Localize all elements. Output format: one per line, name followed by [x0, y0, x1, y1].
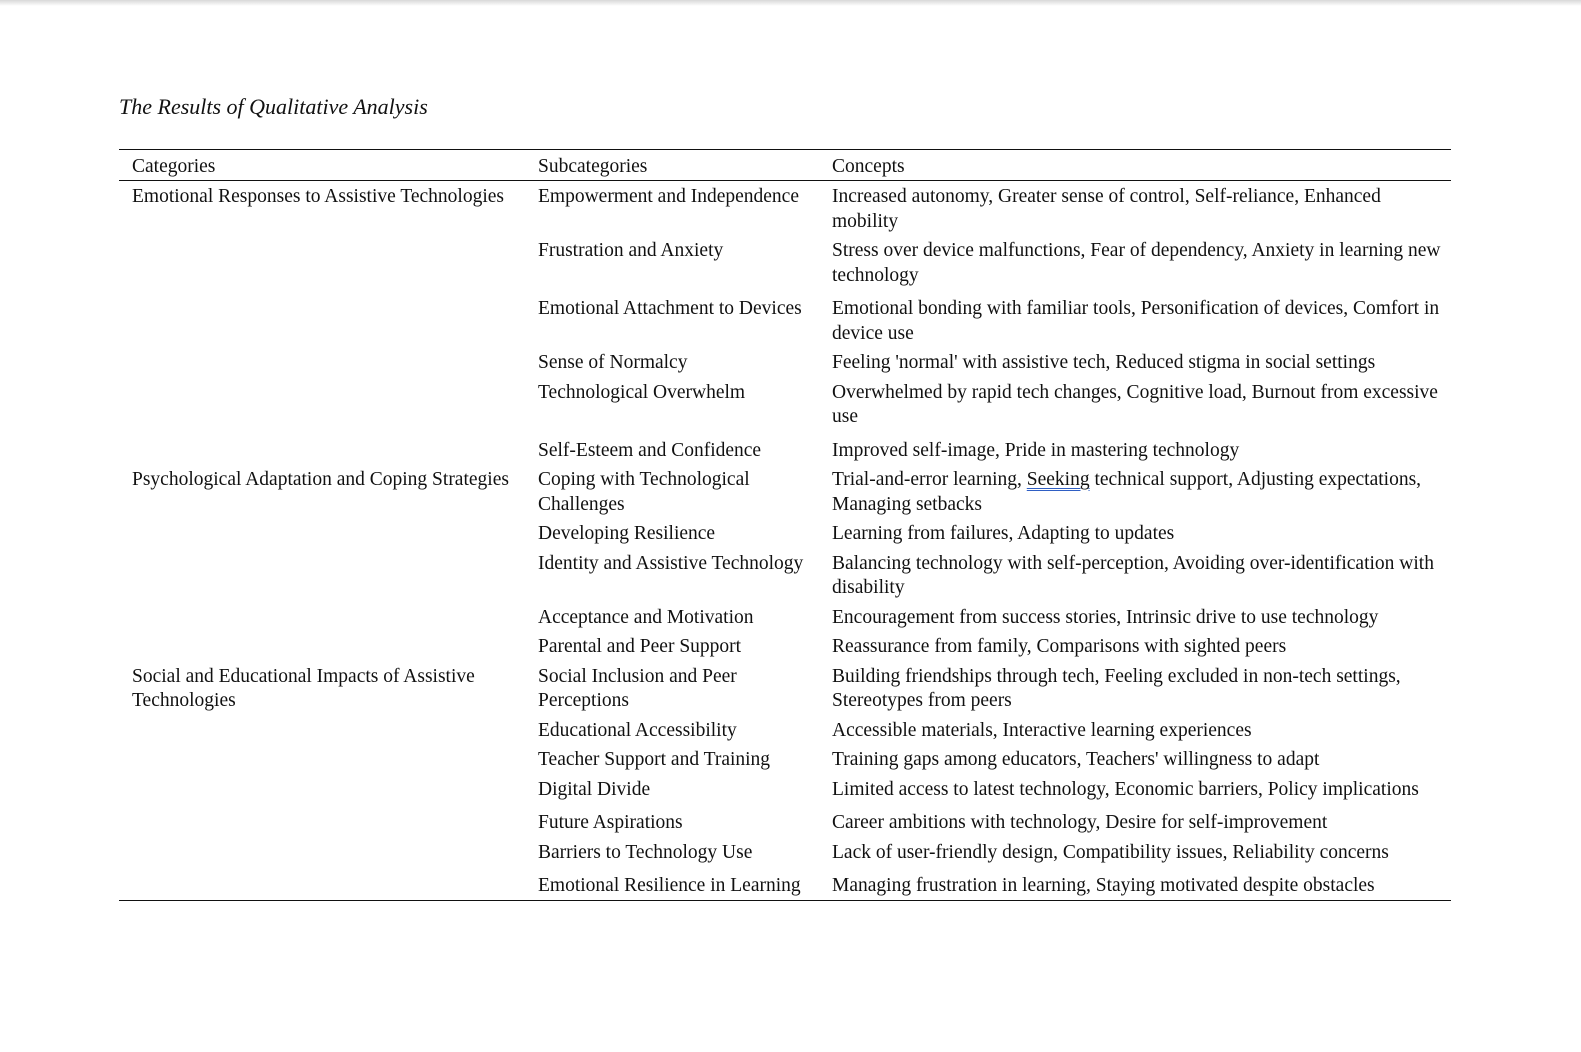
- category-cell[interactable]: [119, 774, 525, 808]
- concepts-cell[interactable]: Encouragement from success stories, Intrinsic drive to use technology: [832, 606, 1379, 628]
- category-cell[interactable]: [119, 837, 525, 871]
- table-row: [119, 602, 1451, 632]
- concepts-cell[interactable]: Improved self-image, Pride in mastering technology: [832, 439, 1240, 461]
- category-cell[interactable]: [119, 744, 525, 774]
- table-row: [119, 548, 1451, 602]
- category-cell[interactable]: [119, 435, 525, 465]
- table-row: [119, 293, 1451, 347]
- subcategory-cell[interactable]: Future Aspirations: [538, 812, 683, 833]
- table-row: [119, 235, 1451, 293]
- table-row: [119, 435, 1451, 465]
- table-row: [119, 518, 1451, 548]
- concepts-cell[interactable]: Increased autonomy, Greater sense of control, Self-reliance, Enhanced mobility: [832, 186, 1381, 232]
- subcategory-cell[interactable]: Developing Resilience: [538, 523, 716, 544]
- header-concepts: Concepts: [832, 156, 905, 177]
- table-row: [119, 631, 1451, 661]
- table-row: [119, 181, 1451, 236]
- subcategory-cell[interactable]: Acceptance and Motivation: [538, 606, 754, 628]
- table-row: [119, 744, 1451, 774]
- table-row: [119, 870, 1451, 900]
- subcategory-cell[interactable]: Digital Divide: [538, 778, 651, 800]
- category-cell[interactable]: [119, 518, 525, 548]
- concepts-cell[interactable]: Career ambitions with technology, Desire for self-improvement: [832, 812, 1328, 833]
- concepts-cell[interactable]: Limited access to latest technology, Economic barriers, Policy implications: [832, 778, 1419, 800]
- header-subcategories: Subcategories: [538, 156, 648, 177]
- subcategory-cell[interactable]: Sense of Normalcy: [538, 352, 688, 373]
- concepts-cell[interactable]: Training gaps among educators, Teachers' willingness to adapt: [832, 749, 1320, 770]
- category-cell[interactable]: [119, 631, 525, 661]
- category-cell[interactable]: [119, 870, 525, 900]
- header-categories: Categories: [132, 156, 216, 177]
- table-header-row: [119, 150, 1451, 181]
- subcategory-cell[interactable]: Coping with Technological Challenges: [538, 469, 750, 515]
- category-cell[interactable]: [119, 715, 525, 745]
- table-row: [119, 837, 1451, 871]
- category-cell[interactable]: Social and Educational Impacts of Assistive Technologies: [132, 665, 475, 711]
- category-cell[interactable]: [119, 347, 525, 377]
- subcategory-cell[interactable]: Educational Accessibility: [538, 719, 737, 741]
- subcategory-cell[interactable]: Social Inclusion and Peer Perceptions: [538, 665, 737, 711]
- concepts-text: technical support, Adjusting expectations, Managing setbacks: [832, 469, 1422, 515]
- concepts-cell[interactable]: Overwhelmed by rapid tech changes, Cognitive load, Burnout from excessive use: [832, 381, 1438, 427]
- category-cell[interactable]: [119, 377, 525, 435]
- subcategory-cell[interactable]: Technological Overwhelm: [538, 381, 746, 403]
- qualitative-analysis-table: [119, 149, 1451, 901]
- subcategory-cell[interactable]: Barriers to Technology Use: [538, 841, 753, 863]
- concepts-cell[interactable]: Stress over device malfunctions, Fear of dependency, Anxiety in learning new technology: [832, 240, 1441, 286]
- concepts-text: Trial-and-error learning,: [832, 469, 1027, 490]
- table-row: [119, 661, 1451, 715]
- table-row: [119, 774, 1451, 808]
- concepts-cell[interactable]: Managing frustration in learning, Staying motivated despite obstacles: [832, 875, 1375, 896]
- concepts-cell[interactable]: [819, 464, 1451, 518]
- concepts-cell[interactable]: Feeling 'normal' with assistive tech, Reduced stigma in social settings: [832, 352, 1376, 373]
- subcategory-cell[interactable]: Teacher Support and Training: [538, 749, 771, 770]
- table-row: [119, 377, 1451, 435]
- table-row: [119, 715, 1451, 745]
- subcategory-cell[interactable]: Identity and Assistive Technology: [538, 552, 804, 574]
- category-cell[interactable]: [119, 293, 525, 347]
- concepts-cell[interactable]: Emotional bonding with familiar tools, Personification of devices, Comfort in device use: [832, 298, 1440, 344]
- subcategory-cell[interactable]: Emotional Resilience in Learning: [538, 875, 801, 896]
- subcategory-cell[interactable]: Empowerment and Independence: [538, 186, 799, 207]
- table-row: [119, 347, 1451, 377]
- category-cell[interactable]: Psychological Adaptation and Coping Strategies: [132, 469, 509, 490]
- spellcheck-flagged-word[interactable]: Seeking: [1026, 469, 1090, 490]
- qualitative-analysis-table-container: [119, 149, 1451, 901]
- category-cell[interactable]: Emotional Responses to Assistive Technologies: [132, 186, 505, 207]
- window-top-edge: [0, 0, 1581, 6]
- subcategory-cell[interactable]: Emotional Attachment to Devices: [538, 298, 802, 319]
- category-cell[interactable]: [119, 807, 525, 837]
- concepts-cell[interactable]: Balancing technology with self-perception, Avoiding over-identification with disability: [832, 552, 1434, 598]
- concepts-cell[interactable]: Lack of user-friendly design, Compatibility issues, Reliability concerns: [832, 841, 1389, 863]
- concepts-cell[interactable]: Learning from failures, Adapting to updates: [832, 523, 1175, 544]
- table-row: [119, 807, 1451, 837]
- concepts-cell[interactable]: Reassurance from family, Comparisons with sighted peers: [832, 636, 1287, 657]
- table-row: [119, 464, 1451, 518]
- subcategory-cell[interactable]: Parental and Peer Support: [538, 636, 742, 657]
- category-cell[interactable]: [119, 548, 525, 602]
- category-cell[interactable]: [119, 602, 525, 632]
- concepts-cell[interactable]: Accessible materials, Interactive learning experiences: [832, 719, 1252, 741]
- category-cell[interactable]: [119, 235, 525, 293]
- subcategory-cell[interactable]: Frustration and Anxiety: [538, 240, 724, 261]
- concepts-cell[interactable]: Building friendships through tech, Feeling excluded in non-tech settings, Stereotypes from peers: [832, 665, 1401, 711]
- table-title: The Results of Qualitative Analysis: [119, 94, 428, 119]
- subcategory-cell[interactable]: Self-Esteem and Confidence: [538, 439, 762, 461]
